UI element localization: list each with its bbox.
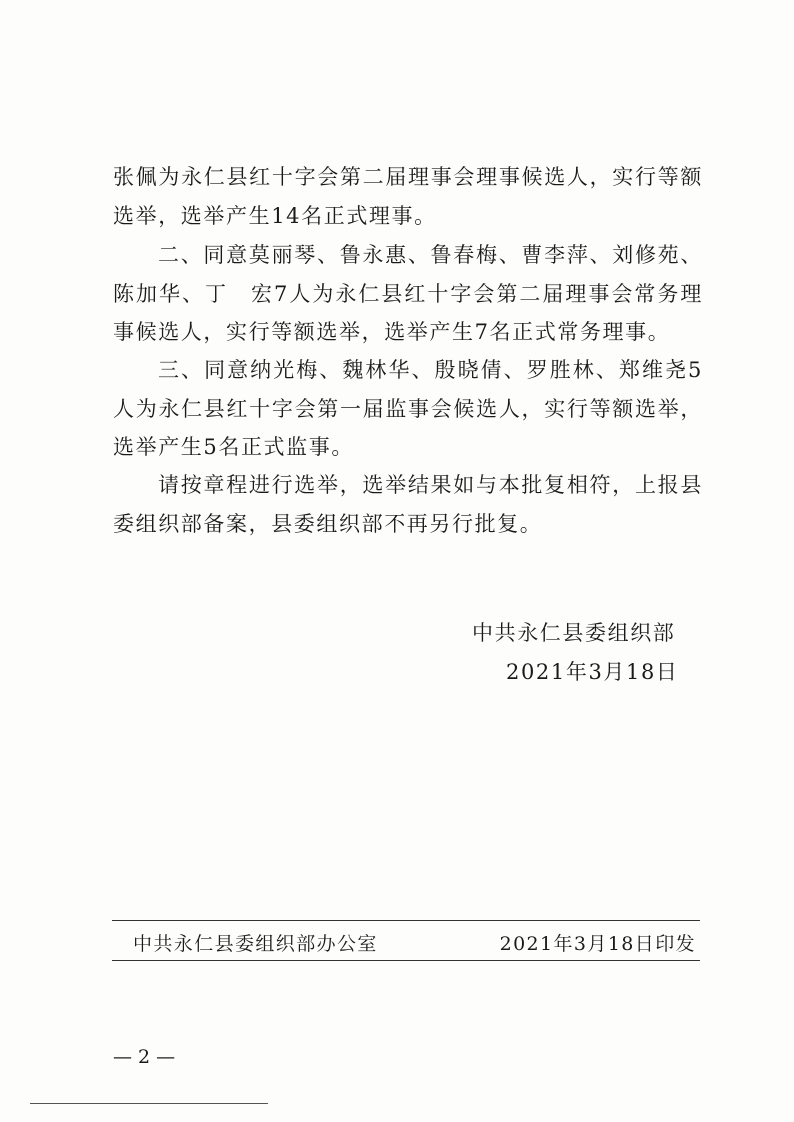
- page-number: — 2 —: [113, 1046, 176, 1068]
- paragraph-continuation: 张佩为永仁县红十字会第二届理事会理事候选人，实行等额选举，选举产生14名正式理事。: [113, 165, 703, 228]
- scan-edge-line: [30, 1103, 268, 1104]
- footer-issuing-office: 中共永仁县委组织部办公室: [133, 933, 378, 955]
- footer-issue-date: 2021年3月18日印发: [499, 933, 696, 955]
- paragraph-item-two: 二、同意莫丽琴、鲁永惠、鲁春梅、曹李萍、刘修苑、陈加华、丁 宏7人为永仁县红十字会第二届理事会常务理事候选人，实行等额选举，选举产生7名正式常务理事。: [113, 243, 703, 344]
- paragraph-closing: 请按章程进行选举，选举结果如与本批复相符，上报县委组织部备案，县委组织部不再另行批复。: [113, 473, 703, 536]
- paragraph-item-three: 三、同意纳光梅、魏林华、殷晓倩、罗胜林、郑维尧5人为永仁县红十字会第一届监事会候选人，实行等额选举，选举产生5名正式监事。: [113, 358, 703, 459]
- footer-bottom-rule: [112, 960, 700, 961]
- signature-date: 2021年3月18日: [506, 660, 679, 684]
- footer-top-rule: [112, 920, 700, 921]
- signature-organization: 中共永仁县委组织部: [472, 621, 676, 645]
